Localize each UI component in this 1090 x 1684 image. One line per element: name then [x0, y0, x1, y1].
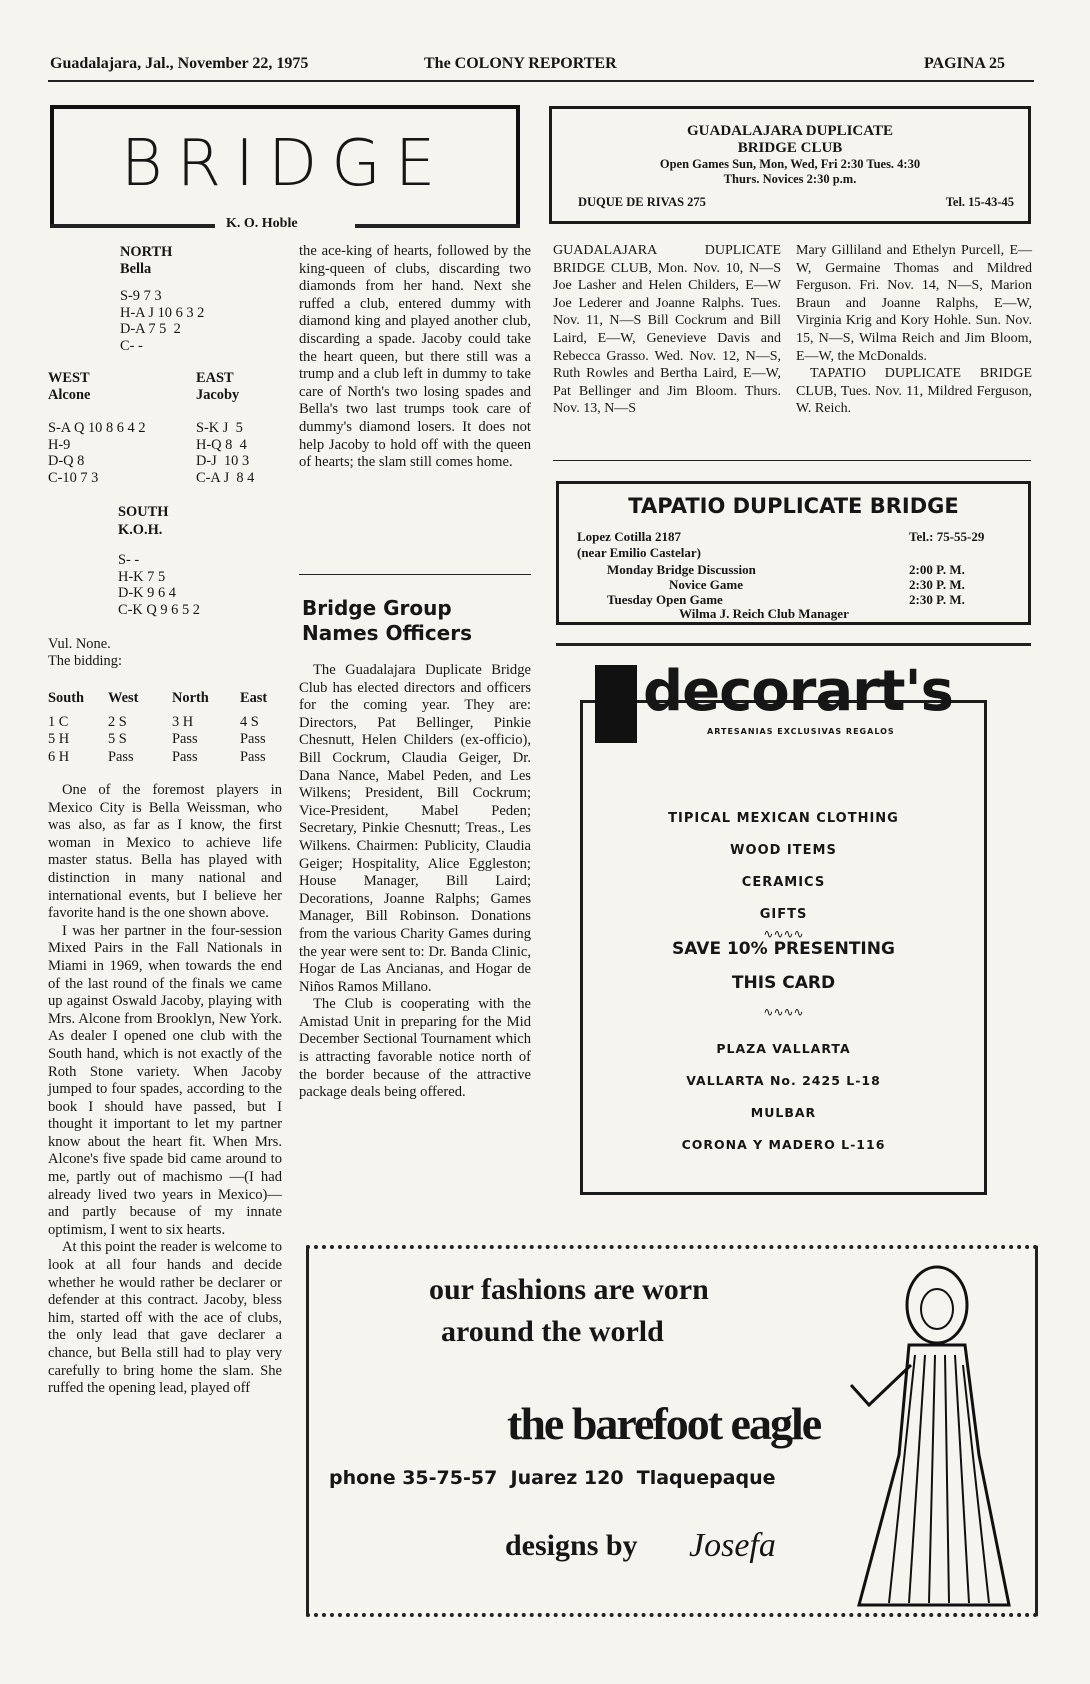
- decorarts-items: [583, 803, 984, 931]
- bidding-row: [48, 731, 284, 749]
- results-text: TAPATIO DUPLICATE BRIDGE CLUB, Tues. Nov. 11, Mildred Ferguson, W. Reich.: [796, 366, 1032, 417]
- north-cards: [120, 288, 204, 354]
- east-spades: S-K J 5: [196, 420, 243, 436]
- decorarts-item: TIPICAL MEXICAN CLOTHING: [668, 811, 899, 826]
- decorarts-ad: [580, 659, 987, 1195]
- decorarts-squiggle-2: ∿∿∿∿: [763, 1005, 804, 1019]
- tapatio-manager: Wilma J. Reich Club Manager: [679, 606, 849, 621]
- figure-face: [921, 1289, 953, 1329]
- gdl-club-box: [549, 106, 1031, 224]
- west-clubs: C-10 7 3: [48, 469, 99, 486]
- gdl-box-title2: BRIDGE CLUB: [737, 140, 843, 156]
- south-diamonds: D-K 9 6 4: [118, 585, 176, 601]
- south-spades: S- -: [118, 552, 140, 568]
- decorarts-item: CERAMICS: [741, 875, 826, 890]
- barefoot-signature: Josefa: [689, 1527, 776, 1564]
- barefoot-brand: the barefoot eagle: [507, 1398, 821, 1449]
- officers-article: [299, 662, 531, 1102]
- results-col-a: [553, 242, 781, 418]
- decorarts-brand: decorart's: [643, 659, 954, 724]
- south-clubs: C-K Q 9 6 5 2: [118, 601, 200, 618]
- vulnerability: Vul. None.: [48, 636, 111, 652]
- gdl-box-hours1: Open Games Sun, Mon, Wed, Fri 2:30 Tues. 4:30: [659, 157, 921, 171]
- results-text: GUADALAJARA DUPLICATE BRIDGE CLUB, Mon. Nov. 10, N—S Joe Lasher and Helen Childers, E—W Joe Lederer and Joanne Ralphs. Tues. Nov. 11, N—S Bill Cockrum and Bill Laird, E—W, Genevieve Davis and Rebecca Grasso. Wed. Nov. 12, N—S, Ruth Rowles and Bertha Laird, E—W, Pat Bellinger and Jim Bloom. Thurs. Nov. 13, N—S: [553, 243, 781, 417]
- decorarts-offer-2: THIS CARD: [731, 973, 836, 993]
- tapatio-box: [556, 481, 1031, 625]
- east-diamonds: D-J 10 3: [196, 453, 250, 469]
- north-diamonds: D-A 7 5 2: [120, 321, 181, 337]
- tapatio-row-label: Monday Bridge Discussion: [607, 562, 756, 577]
- west-spades: S-A Q 10 8 6 4 2: [48, 420, 146, 436]
- gdl-box-title1: GUADALAJARA DUPLICATE: [687, 123, 893, 139]
- tapatio-title: TAPATIO DUPLICATE BRIDGE: [628, 494, 959, 518]
- article-paragraph: One of the foremost players in Mexico City is Bella Weissman, who was also, as far as I know, the first woman in Mexico to achieve life master status. Bella has played with distinction in many national and international events, but I believe her favorite hand is the one shown above.: [48, 782, 282, 922]
- gdl-box-tel: Tel. 15-43-45: [945, 195, 1014, 209]
- bidding-header-south: South: [48, 690, 84, 706]
- bridge-article-col1: [48, 782, 282, 1398]
- decorarts-tagline: ARTESANIAS EXCLUSIVAS REGALOS: [707, 727, 895, 736]
- decorarts-squiggle-1: ∿∿∿∿: [763, 927, 804, 941]
- bid-cell: Pass: [240, 731, 266, 747]
- east-name: Jacoby: [196, 387, 240, 403]
- bid-cell: 2 S: [108, 713, 127, 730]
- bidding-table: [48, 690, 284, 766]
- south-cards: [118, 552, 200, 618]
- decorarts-offer-1: SAVE 10% PRESENTING: [672, 939, 895, 959]
- results-text: Mary Gilliland and Ethelyn Purcell, E—W, Germaine Thomas and Mildred Ferguson. Fri. Nov. 14, N—S, Marion Braun and Joanne Ralphs, E—W, Virginia Krig and Kory Hohle. Sun. Nov. 15, N—S, Wilma Reich and Jim Bloom, E—W, the McDonalds.: [796, 243, 1032, 364]
- decorarts-location: MULBAR: [750, 1105, 817, 1120]
- figure-arm: [851, 1365, 911, 1405]
- east-hearts: H-Q 8 4: [196, 436, 247, 453]
- east-cards: [196, 420, 254, 486]
- tapatio-row-time: 2:00 P. M.: [909, 562, 965, 577]
- bidding-row: [48, 749, 284, 767]
- barefoot-line1: our fashions are worn: [429, 1273, 709, 1306]
- decorarts-locations: [583, 1033, 984, 1161]
- barefoot-line2: around the world: [441, 1315, 664, 1348]
- officers-headline: Bridge Group Names Officers: [302, 596, 472, 645]
- north-hearts: H-A J 10 6 3 2: [120, 304, 205, 321]
- bidding-row: [48, 714, 284, 732]
- article-paragraph: The Guadalajara Duplicate Bridge Club has elected directors and officers for the coming year. They are: Directors, Pat Bellinger, Pinkie Chesnutt, Helen Childers (ex-officio), Bill Cockrum, Claudia Geiger, Dr. Dana Nance, Mabel Peden, and Les Wilkens; President, Bill Cockrum; Vice-President, Mabel Peden; Secretary, Pinkie Chesnutt; Treas., Les Wilkens. Chairmen: Publicity, Claudia Geiger; Hospitality, Alice Eggleston; House Manager, Bill Laird; Decorations, Joanne Ralphs; Games Manager, Bill Robinson. Donations from the various Charity Games during the year were sent to: Dr. Banda Clinic, Hogar de Las Ancianas, and Hogar de Niños Ramos Millano.: [299, 662, 531, 995]
- tapatio-under-rule: [556, 643, 1031, 646]
- west-hearts: H-9: [48, 436, 71, 453]
- decorarts-location: CORONA Y MADERO L-116: [681, 1137, 886, 1152]
- bridge-title-box: [50, 105, 520, 228]
- bid-cell: Pass: [240, 748, 266, 765]
- east-clubs: C-A J 8 4: [196, 469, 255, 486]
- north-name: Bella: [120, 261, 152, 277]
- north-spades: S-9 7 3: [120, 288, 162, 304]
- decorarts-logo-mark: [595, 665, 637, 743]
- west-label: WEST: [48, 370, 90, 386]
- gdl-box-hours2: Thurs. Novices 2:30 p.m.: [723, 172, 857, 186]
- header-rule: [48, 80, 1034, 82]
- west-diamonds: D-Q 8: [48, 453, 85, 469]
- bidding-header-north: North: [172, 690, 209, 706]
- decorarts-item: GIFTS: [759, 907, 808, 922]
- south-name: K.O.H.: [118, 522, 163, 538]
- header-date: Guadalajara, Jal., November 22, 1975: [50, 55, 309, 72]
- tapatio-row-time: 2:30 P. M.: [909, 577, 965, 592]
- woman-figure-illustration: [829, 1255, 1029, 1611]
- bridge-title: BRIDGE: [120, 127, 450, 201]
- decorarts-location: PLAZA VALLARTA: [716, 1041, 851, 1056]
- bid-cell: Pass: [108, 748, 134, 765]
- bid-cell: 5 H: [48, 731, 70, 747]
- header-paper-name: The COLONY REPORTER: [424, 55, 617, 72]
- tapatio-address: Lopez Cotilla 2187: [577, 529, 681, 544]
- bid-cell: 5 S: [108, 731, 127, 747]
- tapatio-row-label: Tuesday Open Game: [607, 592, 723, 607]
- byline: K. O. Hoble: [226, 216, 298, 231]
- bid-cell: 3 H: [172, 713, 194, 730]
- header-page-number: PAGINA 25: [923, 55, 1005, 72]
- gdl-box-address: DUQUE DE RIVAS 275: [578, 195, 706, 209]
- bidding-header-east: East: [240, 690, 268, 706]
- west-cards: [48, 420, 146, 486]
- north-label: NORTH: [120, 244, 173, 260]
- barefoot-contact: phone 35-75-57 Juarez 120 Tlaquepaque: [329, 1467, 776, 1489]
- bidding-header-row: [48, 690, 284, 708]
- column-divider: [299, 574, 531, 575]
- bidding-label: The bidding:: [48, 653, 122, 669]
- tapatio-row-label: Novice Game: [669, 577, 744, 592]
- byline-rule-left: [50, 224, 215, 228]
- article-paragraph: The Club is cooperating with the Amistad Unit in preparing for the Mid December Sectional Tournament which is attracting favorable notice north of the border because of the attractive package deals being offered.: [299, 996, 531, 1101]
- decorarts-item: WOOD ITEMS: [730, 843, 837, 858]
- tapatio-near: (near Emilio Castelar): [577, 545, 701, 560]
- barefoot-designs: designs by: [505, 1529, 638, 1562]
- barefoot-ad: [306, 1245, 1038, 1617]
- byline-rule-right: [355, 224, 520, 228]
- tapatio-tel: Tel.: 75-55-29: [909, 529, 985, 544]
- tapatio-row-time: 2:30 P. M.: [909, 592, 965, 607]
- east-label: EAST: [196, 370, 234, 386]
- bridge-diagram: [48, 244, 288, 669]
- south-hearts: H-K 7 5: [118, 568, 166, 585]
- article-paragraph: I was her partner in the four-session Mixed Pairs in the Fall Nationals in Miami in 1969, when towards the end of the last round of the finals we came up against Oswald Jacoby, playing with Mrs. Alcone from Brooklyn, New York. As dealer I opened one club with the South hand, which is not exactly of the Roth Stone variety. When Jacoby jumped to four spades, according to the book I should have passed, but I thought it important to let my partner know about the heart fit. When Mrs. Alcone's five spade bid came around to me, partly out of machismo —(I had already lived two years in Mexico)— and partly because of my innate optimism, I went to six hearts.: [48, 922, 282, 1238]
- results-col-b: [796, 242, 1032, 418]
- bid-cell: 6 H: [48, 748, 70, 765]
- bid-cell: Pass: [172, 748, 198, 765]
- north-clubs: C- -: [120, 337, 143, 354]
- bid-cell: 1 C: [48, 713, 69, 730]
- results-divider: [553, 460, 1031, 461]
- bidding-header-west: West: [108, 690, 139, 706]
- decorarts-location: VALLARTA No. 2425 L-18: [686, 1073, 881, 1088]
- bid-cell: Pass: [172, 731, 198, 747]
- bridge-article-col2: [299, 243, 531, 472]
- article-paragraph: the ace-king of hearts, followed by the king-queen of clubs, discarding two diamonds from her hand. Next she ruffed a club, entered dummy with diamond king and played another club, discarding a spade. Jacoby could take the heart queen, but there still was a trump and a club left in dummy to take care of North's two losing spades and Bella's two last trumps took care of dummy's diamond losers. It does not help Jacoby to hold off with the queen of hearts; the slam still comes home.: [299, 243, 531, 471]
- south-label: SOUTH: [118, 504, 169, 520]
- article-paragraph: At this point the reader is welcome to look at all four hands and decide whether he would rather be declarer or defender at this contract. Jacoby, bless him, started off with the ace of clubs, the only lead that gave declarer a chance, but Bella still had to play very carefully to bring home the slam. She ruffed the opening lead, played off: [48, 1239, 282, 1397]
- bid-cell: 4 S: [240, 713, 259, 730]
- west-name: Alcone: [48, 387, 91, 403]
